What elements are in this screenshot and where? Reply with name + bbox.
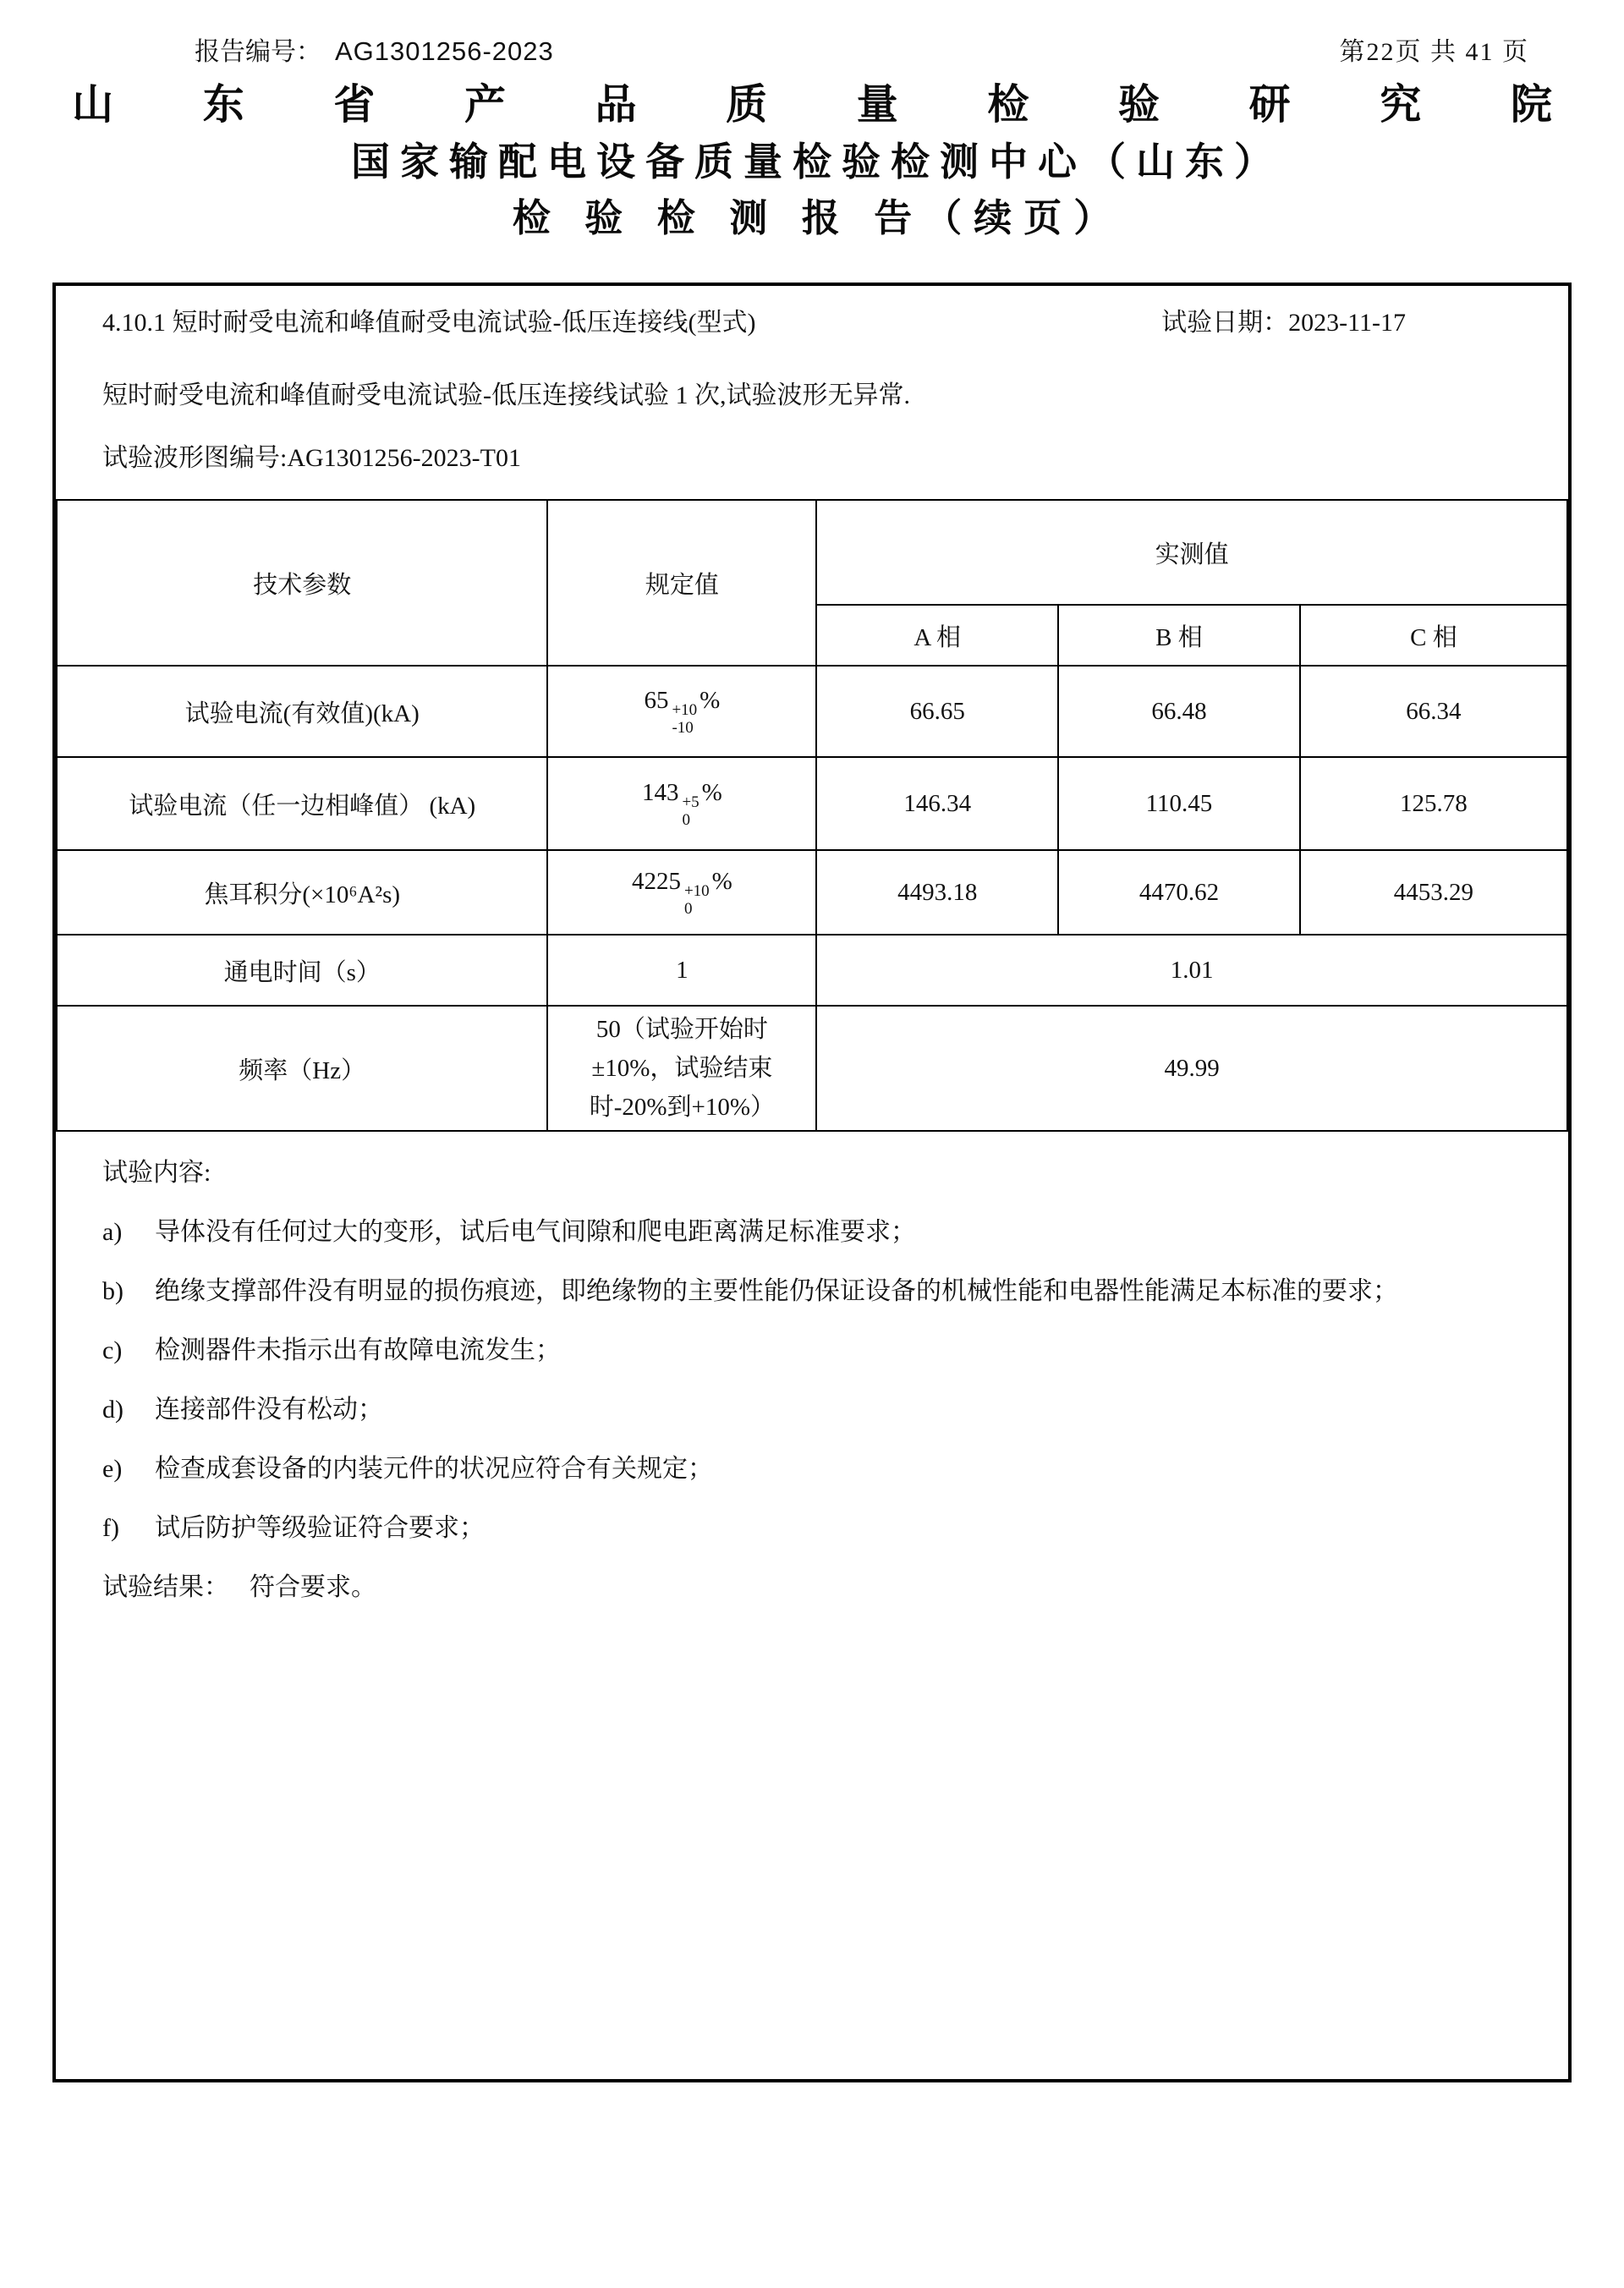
results-table	[56, 499, 1568, 1132]
test-date-label: 试验日期：	[1161, 309, 1289, 337]
list-item	[102, 1499, 1524, 1558]
test-result	[102, 1558, 1524, 1617]
table-row	[57, 850, 1567, 935]
test-date-value: 2023-11-17	[1288, 309, 1406, 337]
list-item-text: 绝缘支撑部件没有明显的损伤痕迹，即绝缘物的主要性能仍保证设备的机械性能和电器性能满足本标准的要求；	[155, 1277, 1398, 1305]
list-item-label: d)	[102, 1396, 123, 1424]
merged-value-cell: 49.99	[816, 1006, 1567, 1131]
list-item-label: b)	[102, 1277, 123, 1305]
merged-value-cell: 1.01	[816, 935, 1567, 1006]
document-title	[0, 78, 1624, 244]
list-item	[102, 1203, 1524, 1262]
header-phase-b: B 相	[1058, 605, 1300, 666]
test-date	[1161, 301, 1406, 338]
header-measured: 实测值	[816, 500, 1567, 605]
table-row	[57, 666, 1567, 757]
page-number: 第22页 共 41 页	[1339, 38, 1529, 66]
list-item-label: f)	[102, 1514, 119, 1542]
report-number-value: AG1301256-2023	[335, 36, 554, 66]
param-cell: 试验电流（任一边相峰值） (kA)	[57, 757, 547, 850]
section-header-row	[56, 286, 1568, 338]
title-center: 国家输配电设备质量检验检测中心（山东）	[351, 140, 1283, 184]
value-cell: 4493.18	[816, 850, 1058, 935]
list-item-text: 试后防护等级验证符合要求；	[155, 1514, 485, 1542]
test-result-value: 符合要求。	[250, 1573, 376, 1601]
spec-cell: 50（试验开始时±10%，试验结束时-20%到+10%）	[547, 1006, 816, 1131]
header-spec: 规定值	[547, 500, 816, 666]
title-institute: 山 东 省 产 品 质 量 检 验 研 究 院	[72, 82, 1591, 128]
header-phase-a: A 相	[816, 605, 1058, 666]
value-cell: 4453.29	[1300, 850, 1567, 935]
value-cell: 66.65	[816, 666, 1058, 757]
value-cell: 125.78	[1300, 757, 1567, 850]
test-result-label: 试验结果：	[102, 1573, 229, 1601]
title-report-type: 检 验 检 测 报 告（续页）	[512, 196, 1124, 239]
list-item-text: 检测器件未指示出有故障电流发生；	[155, 1336, 561, 1364]
report-number	[195, 30, 554, 68]
table-row	[57, 935, 1567, 1006]
param-cell: 焦耳积分(×10⁶A²s)	[57, 850, 547, 935]
param-cell: 试验电流(有效值)(kA)	[57, 666, 547, 757]
list-item	[102, 1321, 1524, 1380]
list-item-label: c)	[102, 1336, 123, 1364]
param-cell: 通电时间（s）	[57, 935, 547, 1006]
list-item-label: e)	[102, 1455, 123, 1483]
param-cell: 频率（Hz）	[57, 1006, 547, 1131]
report-content-frame	[52, 283, 1572, 2082]
value-cell: 66.34	[1300, 666, 1567, 757]
table-row	[57, 757, 1567, 850]
value-cell: 4470.62	[1058, 850, 1300, 935]
list-item	[102, 1440, 1524, 1499]
waveform-number: 试验波形图编号:AG1301256-2023-T01	[102, 444, 521, 472]
table-row	[57, 1006, 1567, 1131]
test-content-heading: 试验内容:	[102, 1159, 211, 1187]
header-param: 技术参数	[57, 500, 547, 666]
spec-cell: 1	[547, 935, 816, 1006]
spec-cell: 4225 +10 0 %	[547, 850, 816, 935]
list-item-text: 检查成套设备的内装元件的状况应符合有关规定；	[155, 1455, 713, 1483]
spec-cell: 143 +5 0 %	[547, 757, 816, 850]
list-item	[102, 1380, 1524, 1440]
value-cell: 66.48	[1058, 666, 1300, 757]
section-clause: 4.10.1 短时耐受电流和峰值耐受电流试验-低压连接线(型式)	[102, 309, 756, 337]
report-number-label: 报告编号：	[195, 38, 321, 66]
value-cell: 146.34	[816, 757, 1058, 850]
test-summary: 短时耐受电流和峰值耐受电流试验-低压连接线试验 1 次,试验波形无异常.	[102, 381, 910, 409]
list-item-label: a)	[102, 1218, 123, 1246]
list-item	[102, 1262, 1524, 1321]
spec-cell: 65 +10 -10 %	[547, 666, 816, 757]
header-phase-c: C 相	[1300, 605, 1567, 666]
page-meta-bar	[0, 0, 1624, 68]
list-item-text: 导体没有任何过大的变形，试后电气间隙和爬电距离满足标准要求；	[155, 1218, 916, 1246]
test-content-section	[56, 1132, 1568, 1617]
value-cell: 110.45	[1058, 757, 1300, 850]
list-item-text: 连接部件没有松动；	[155, 1396, 383, 1424]
